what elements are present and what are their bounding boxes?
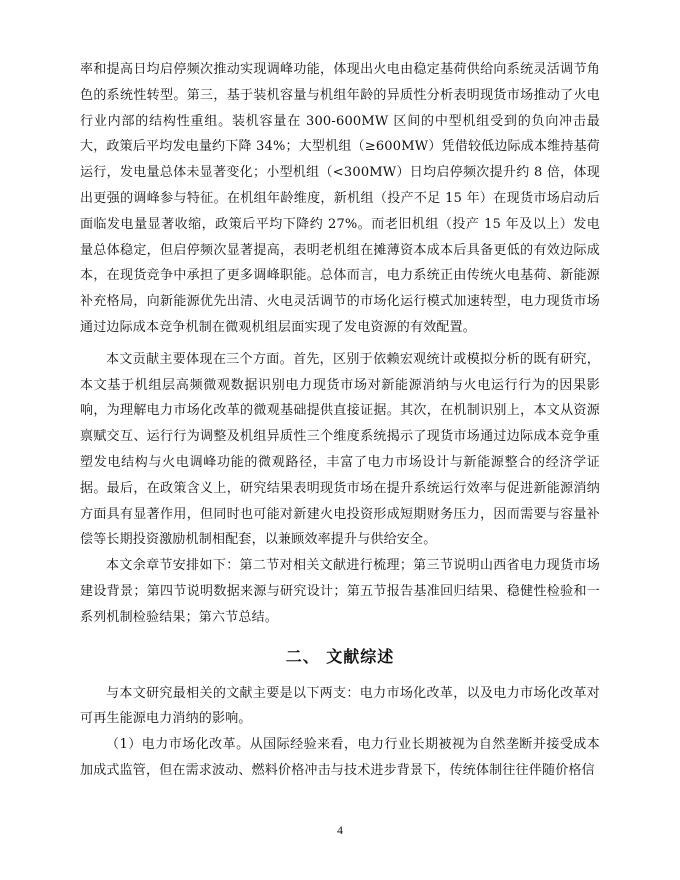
paragraph-market-reform: （1）电力市场化改革。从国际经验来看，电力行业长期被视为自然垄断并接受成本加成式监管，但在需求波动、燃料价格冲击与技术进步背景下，传统体制往往伴随价格信 [80, 737, 600, 778]
section-heading: 二、 文献综述 [285, 646, 395, 666]
page-number: 4 [337, 823, 343, 837]
paragraph-contributions: 本文贡献主要体现在三个方面。首先，区别于依赖宏观统计或模拟分析的既有研究，本文基于机组层高频微观数据识别电力现货市场对新能源消纳与火电运行行为的因果影响，为理解电力市场化改革的微观基础提供直接证据。其次，在机制识别上，本文从资源禀赋交互、运行行为调整及机组异质性三个维度系统揭示了现货市场通过边际成本竞争重塑发电结构与火电调峰功能的微观路径，丰富了电力市场设计与新能源整合的经济学证据。最后，在政策含义上，研究结果表明现货市场在提升系统运行效率与促进新能源消纳方面具有显著作用，但同时也可能对新建火电投资形成短期财务压力，因而需要与容量补偿等长期投资激励机制相配套，以兼顾效率提升与供给安全。 [80, 351, 600, 548]
document-page [80, 57, 600, 784]
paragraph-continuation: 率和提高日均启停频次推动实现调峰功能，体现出火电由稳定基荷供给向系统灵活调节角色的系统性转型。第三，基于装机容量与机组年龄的异质性分析表明现货市场推动了火电行业内部的结构性重组。装机容量在 300-600MW 区间的中型机组受到的负向冲击最大，政策后平均发电量约下降 34%；大型机组（≥600MW）凭借较低边际成本维持基荷运行，发电量总体未显著变化；小型机组（<300MW）日均启停频次提升约 8 倍，体现出更强的调峰参与特征。在机组年龄维度，新机组（投产不足 15 年）在现货市场启动后面临发电量显著收缩，政策后平均下降约 27%。而老旧机组（投产 15 年及以上）发电量总体稳定，但启停频次显著提高，表明老机组在摊薄资本成本后具备更低的有效边际成本，在现货竞争中承担了更多调峰职能。总体而言，电力系统正由传统火电基荷、新能源补充格局，向新能源优先出清、火电灵活调节的市场化运行模式加速转型，电力现货市场通过边际成本竞争机制在微观机组层面实现了发电资源的有效配置。 [80, 62, 600, 335]
paragraph-structure: 本文余章节安排如下：第二节对相关文献进行梳理；第三节说明山西省电力现货市场建设背景；第四节说明数据来源与研究设计；第五节报告基准回归结果、稳健性检验和一系列机制检验结果；第六节总结。 [80, 558, 600, 625]
paragraph-literature-intro: 与本文研究最相关的文献主要是以下两支：电力市场化改革，以及电力市场化改革对可再生能源电力消纳的影响。 [80, 685, 600, 727]
